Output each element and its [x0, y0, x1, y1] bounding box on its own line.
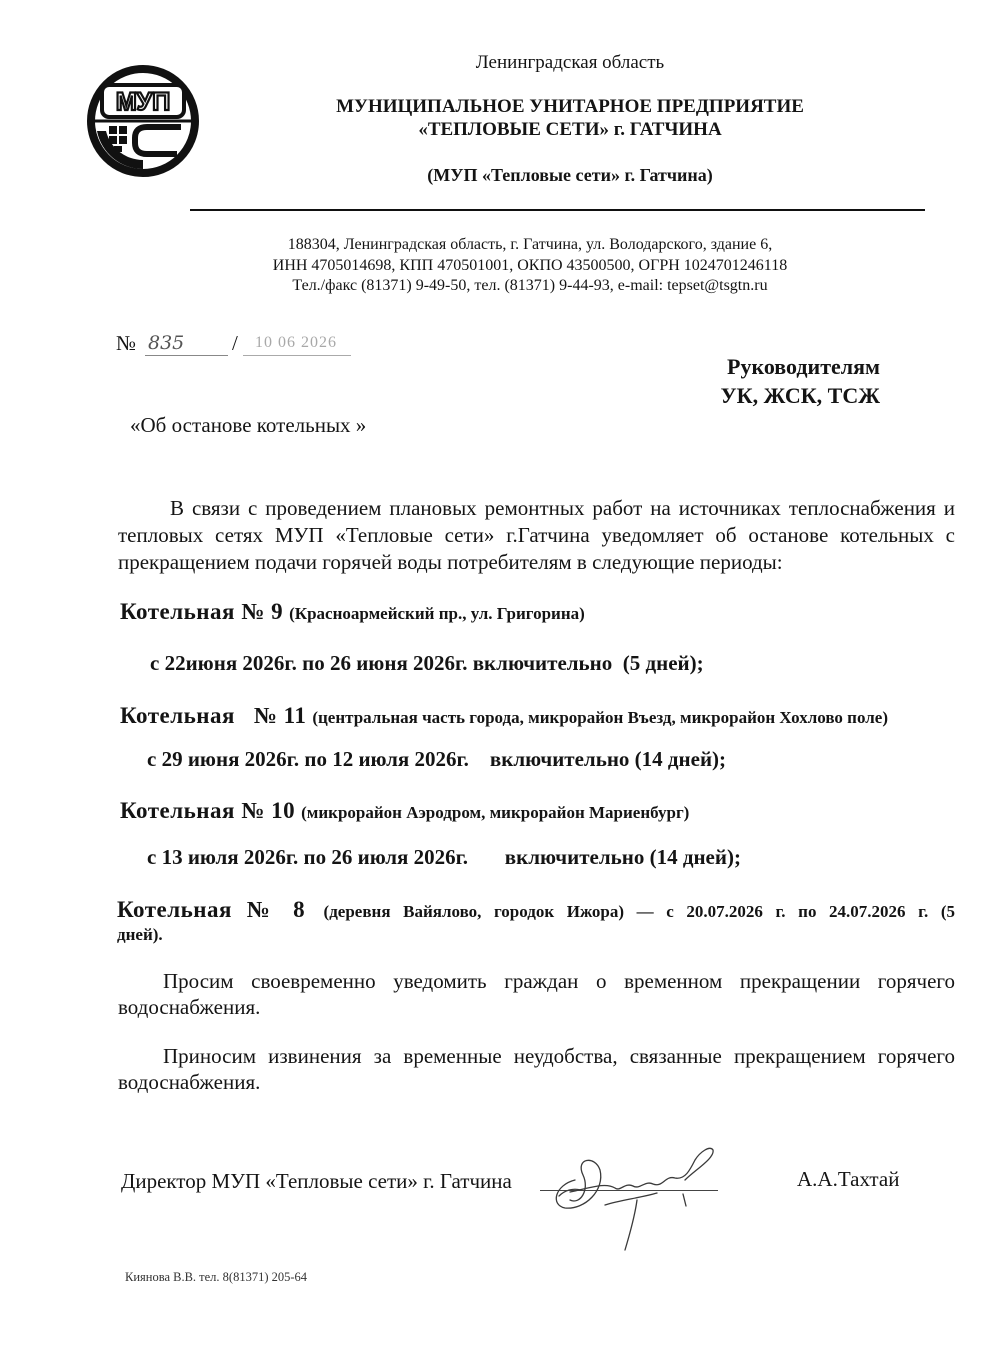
addressee-line1: Руководителям — [727, 354, 880, 379]
letter-subject: «Об останове котельных » — [130, 413, 367, 437]
logo-text: МУП — [115, 88, 171, 116]
reference-number-sign: № — [116, 331, 137, 355]
intro-line: В связи с проведением плановых ремонтных работ на источниках теплоснабжения и — [170, 496, 955, 520]
org-name-line2: «ТЕПЛОВЫЕ СЕТИ» г. ГАТЧИНА — [418, 119, 722, 140]
boiler-heading — [120, 797, 689, 828]
company-logo — [85, 63, 201, 179]
boiler-heading — [120, 598, 585, 629]
boiler-area: (микрорайон Аэродром, микрорайон Мариенбург) — [301, 803, 690, 822]
reference-number: 835 — [145, 329, 228, 356]
executor-note: Киянова В.В. тел. 8(81371) 205-64 — [125, 1270, 308, 1284]
org-short-name: (МУП «Тепловые сети» г. Гатчина) — [427, 165, 713, 185]
boiler-period: с 13 июля 2026г. по 26 июля 2026г. включительно (14 дней); — [147, 845, 741, 869]
apology-line: Приносим извинения за временные неудобства, связанные прекращением горячего — [163, 1044, 955, 1068]
intro-line: тепловых сетях МУП «Тепловые сети» г.Гатчина уведомляет об останове котельных с — [118, 523, 955, 547]
org-name-line1: МУНИЦИПАЛЬНОЕ УНИТАРНОЕ ПРЕДПРИЯТИЕ — [336, 96, 804, 117]
boiler-name: Котельная № 9 — [120, 599, 284, 624]
org-requisites: ИНН 4705014698, КПП 470501001, ОКПО 43500500, ОГРН 1024701246118 — [272, 257, 788, 274]
intro-line: прекращением подачи горячей воды потребителям в следующие периоды: — [118, 550, 783, 574]
boiler-period: с 22июня 2026г. по 26 июня 2026г. включительно (5 дней); — [150, 651, 704, 675]
boiler-area: (центральная часть города, микрорайон Въезд, микрорайон Хохлово поле) — [312, 708, 888, 727]
header-rule — [190, 209, 925, 211]
request-line: Просим своевременно уведомить граждан о временном прекращении горячего — [163, 969, 955, 993]
boiler-name: Котельная № 11 — [120, 703, 307, 728]
reference-date: 10 06 2026 — [243, 329, 351, 356]
boiler-heading — [120, 702, 888, 733]
signatory-position: Директор МУП «Тепловые сети» г. Гатчина — [121, 1169, 512, 1193]
boiler-details: (деревня Вайялово, городок Ижора) — с 20.07.2026 г. по 24.07.2026 г. (5 — [323, 902, 955, 921]
boiler-area: (Красноармейский пр., ул. Григорина) — [289, 604, 585, 623]
reference-separator: / — [232, 331, 238, 355]
boiler-name: Котельная № 8 — [117, 897, 306, 922]
org-address: 188304, Ленинградская область, г. Гатчина, ул. Володарского, здание 6, — [287, 236, 773, 253]
boiler-period: с 29 июня 2026г. по 12 июля 2026г. включительно (14 дней); — [147, 747, 727, 771]
org-contacts: Тел./факс (81371) 9-49-50, тел. (81371) 9-44-93, e-mail: tepset@tsgtn.ru — [292, 277, 768, 294]
handwritten-signature — [545, 1130, 725, 1255]
addressee-line2: УК, ЖСК, ТСЖ — [720, 383, 880, 408]
apology-line: водоснабжения. — [118, 1070, 261, 1094]
request-line: водоснабжения. — [118, 995, 261, 1019]
region-line: Ленинградская область — [475, 52, 665, 73]
boiler-name: Котельная № 10 — [120, 798, 296, 823]
boiler-details-continued: дней). — [117, 925, 163, 944]
signatory-name: А.А.Тахтай — [797, 1167, 900, 1191]
boiler-heading — [117, 896, 955, 927]
